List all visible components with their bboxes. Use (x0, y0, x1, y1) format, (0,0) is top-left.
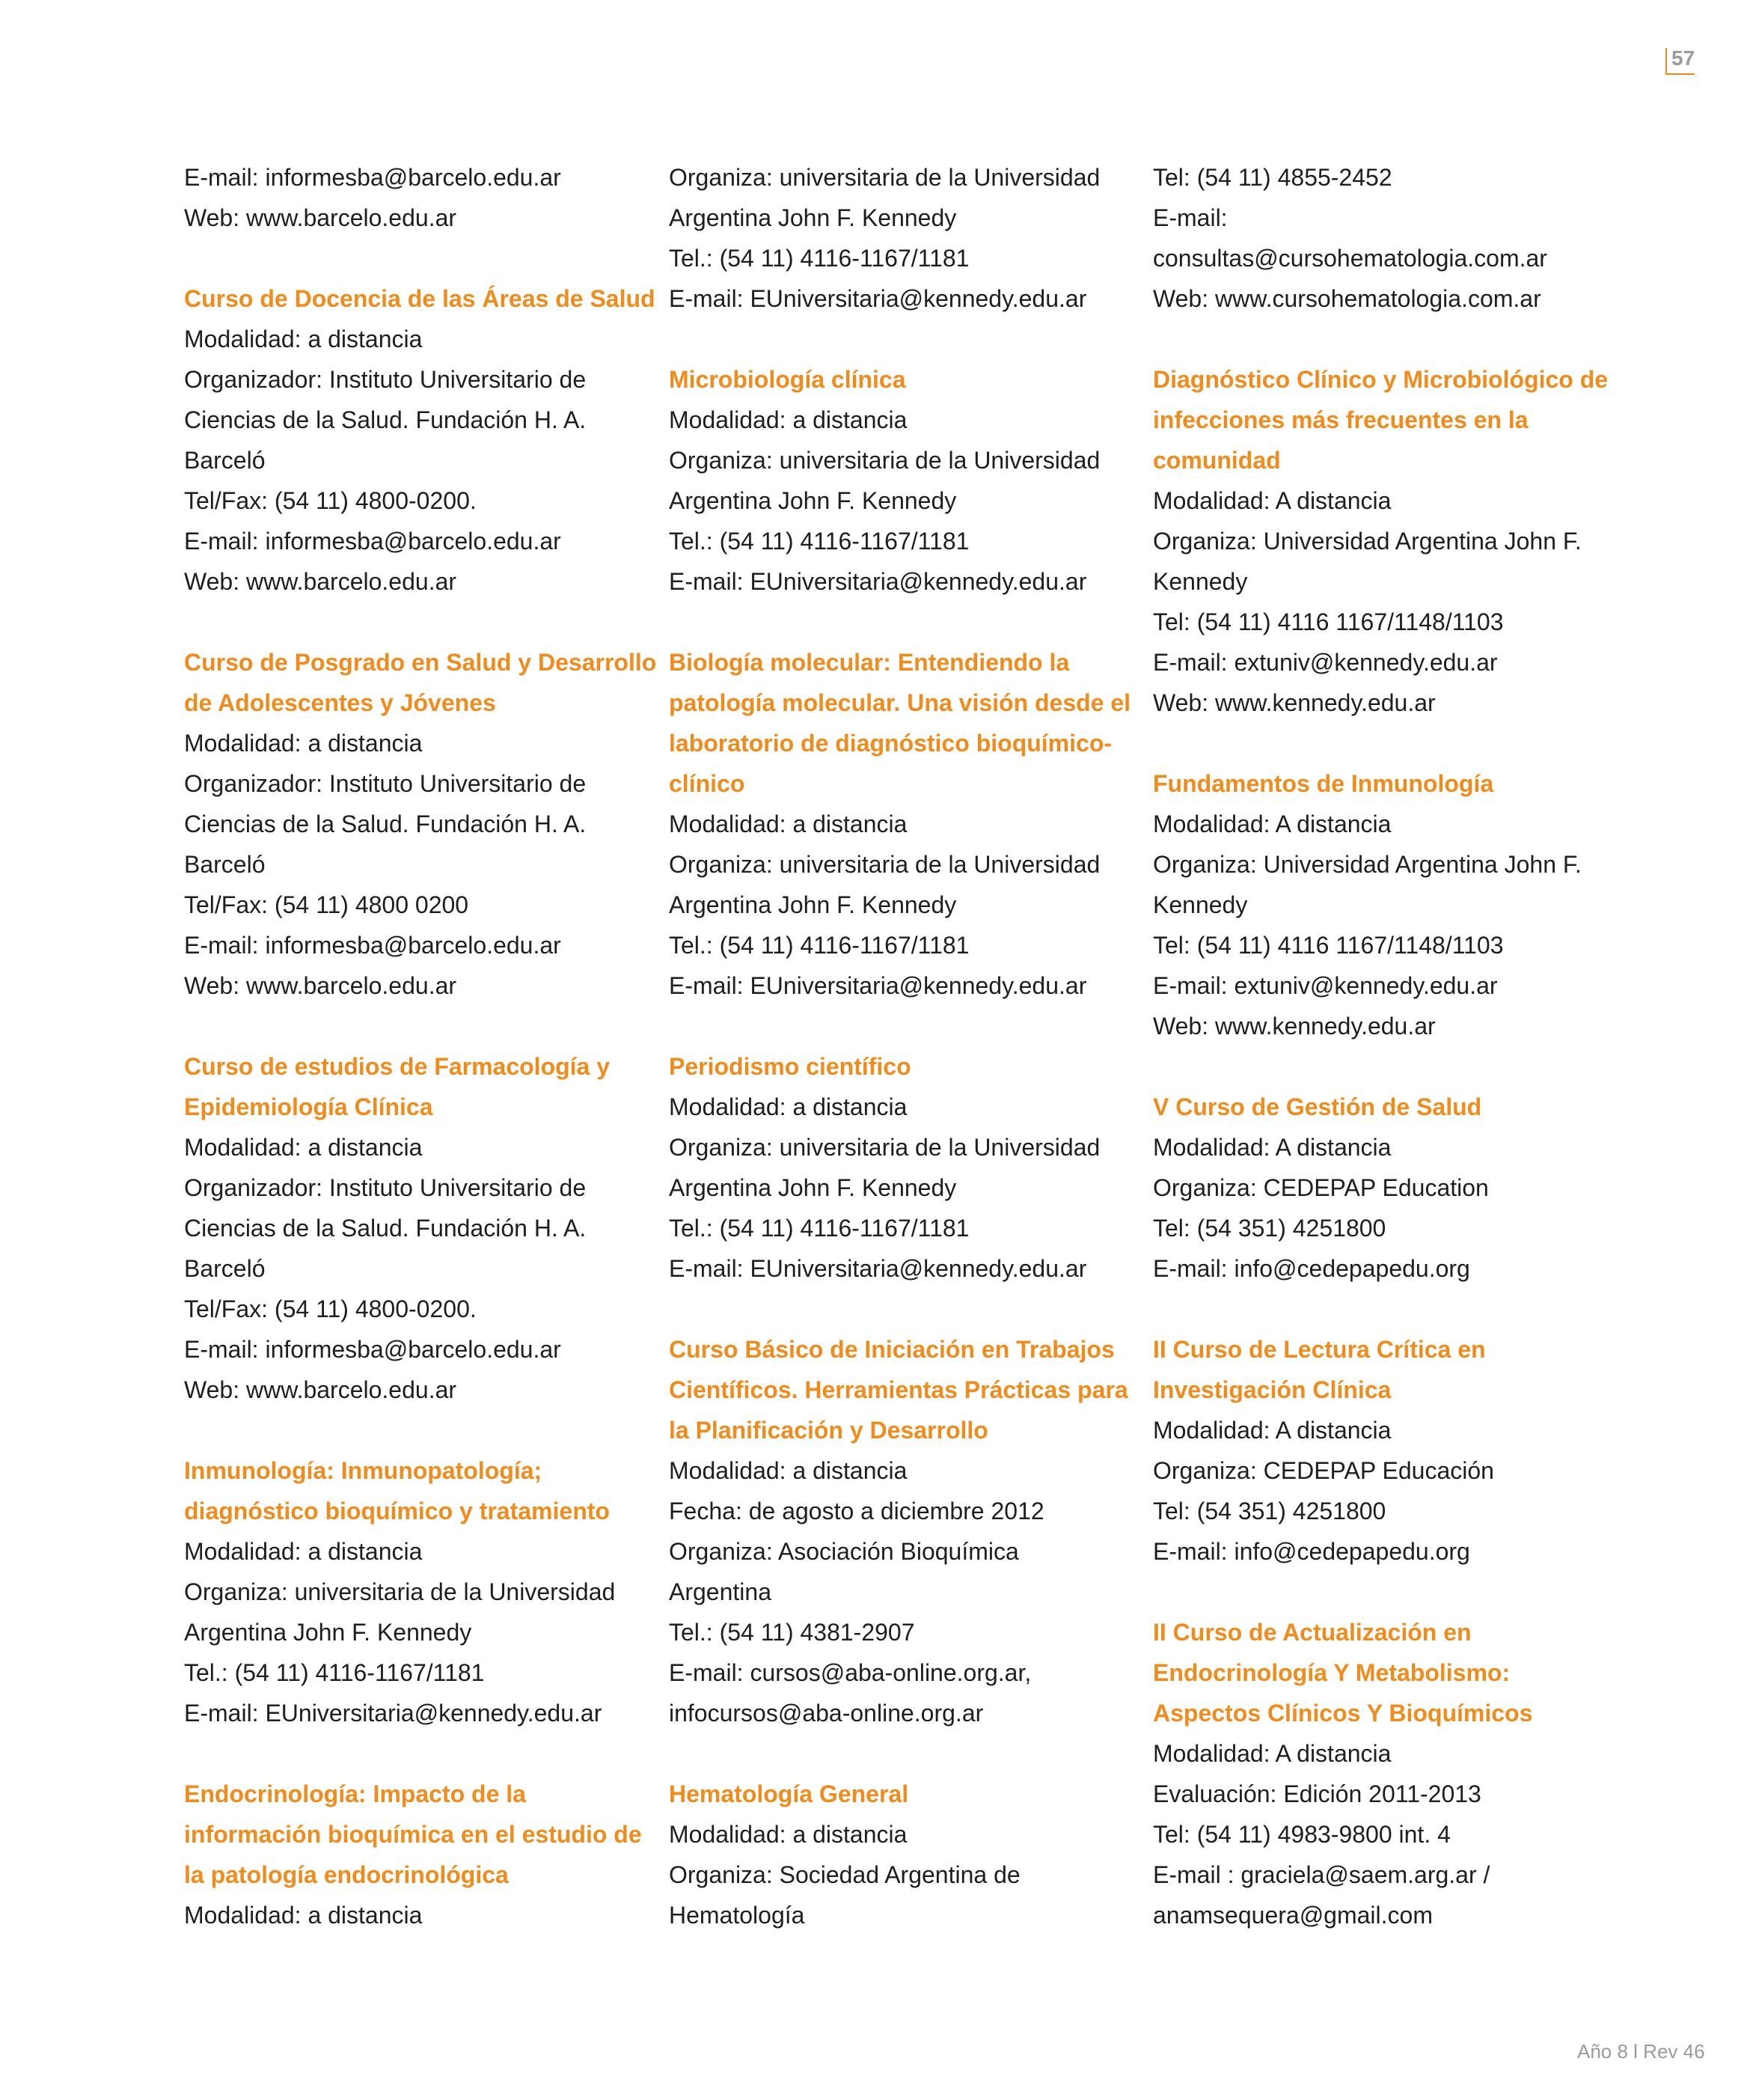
course-detail: Modalidad: a distancia (669, 1457, 908, 1484)
course-title: clínico (669, 770, 745, 797)
course-detail: Organizador: Instituto Universitario de (184, 770, 587, 797)
course-detail: Tel: (54 11) 4116 1167/1148/1103 (1153, 608, 1504, 635)
course-title: información bioquímica en el estudio de (184, 1821, 642, 1848)
course-detail: Web: www.kennedy.edu.ar (1153, 689, 1436, 716)
course-entry (184, 1046, 633, 1410)
course-title: la patología endocrinológica (184, 1861, 509, 1888)
course-detail: Tel.: (54 11) 4116-1167/1181 (669, 245, 970, 272)
course-entry (669, 359, 1118, 602)
course-detail: Modalidad: a distancia (669, 406, 908, 433)
course-detail: Modalidad: a distancia (184, 1902, 423, 1929)
course-detail: Organiza: universitaria de la Universidad (669, 447, 1101, 474)
course-title: Curso de Posgrado en Salud y Desarrollo (184, 649, 657, 676)
course-title: Epidemiología Clínica (184, 1093, 433, 1120)
course-title: Biología molecular: Entendiendo la (669, 649, 1070, 676)
course-entry (184, 642, 657, 1006)
course-detail: Web: www.barcelo.edu.ar (184, 972, 457, 999)
course-detail: E-mail: info@cedepapedu.org (1153, 1255, 1470, 1282)
course-detail: Tel.: (54 11) 4116-1167/1181 (669, 1215, 970, 1242)
course-entry (184, 278, 655, 602)
course-title: diagnóstico bioquímico y tratamiento (184, 1498, 610, 1524)
course-detail: E-mail: informesba@barcelo.edu.ar (184, 932, 561, 959)
course-detail: Evaluación: Edición 2011-2013 (1153, 1780, 1481, 1807)
course-entry (184, 157, 633, 238)
course-detail: Tel: (54 11) 4983-9800 int. 4 (1153, 1821, 1451, 1848)
course-detail: E-mail: cursos@aba-online.org.ar, (669, 1659, 1032, 1686)
course-detail: Kennedy (1153, 891, 1248, 918)
course-detail: Web: www.barcelo.edu.ar (184, 1376, 457, 1403)
course-title: de Adolescentes y Jóvenes (184, 689, 496, 716)
course-detail: Hematología (669, 1902, 805, 1929)
course-detail: E-mail: EUniversitaria@kennedy.edu.ar (184, 1700, 602, 1727)
course-detail: Modalidad: A distancia (1153, 1134, 1392, 1161)
course-detail: Ciencias de la Salud. Fundación H. A. (184, 1215, 587, 1242)
course-title: comunidad (1153, 447, 1281, 474)
course-detail: Tel.: (54 11) 4381-2907 (669, 1619, 915, 1646)
course-title: la Planificación y Desarrollo (669, 1417, 988, 1444)
course-title: Endocrinología: Impacto de la (184, 1780, 526, 1807)
course-detail: Tel/Fax: (54 11) 4800 0200 (184, 891, 469, 918)
course-entry (669, 1046, 1118, 1289)
course-detail: E-mail: informesba@barcelo.edu.ar (184, 528, 561, 555)
course-detail: Web: www.cursohematologia.com.ar (1153, 285, 1541, 312)
course-detail: Modalidad: a distancia (184, 326, 423, 352)
course-detail: Kennedy (1153, 568, 1248, 595)
course-detail: Web: www.barcelo.edu.ar (184, 204, 457, 231)
course-detail: Organiza: Universidad Argentina John F. (1153, 528, 1582, 555)
course-title: Científicos. Herramientas Prácticas para (669, 1376, 1128, 1403)
course-detail: infocursos@aba-online.org.ar (669, 1700, 984, 1727)
course-detail: Argentina John F. Kennedy (669, 1174, 957, 1201)
course-entry (184, 1450, 633, 1733)
course-detail: Tel: (54 351) 4251800 (1153, 1498, 1386, 1524)
page-number: 57 (1665, 48, 1695, 75)
course-title: patología molecular. Una visión desde el (669, 689, 1131, 716)
course-detail: Tel/Fax: (54 11) 4800-0200. (184, 1295, 477, 1322)
course-detail: E-mail: informesba@barcelo.edu.ar (184, 164, 561, 191)
course-detail: Fecha: de agosto a diciembre 2012 (669, 1498, 1044, 1524)
course-title: laboratorio de diagnóstico bioquímico- (669, 730, 1113, 757)
course-detail: Organiza: Asociación Bioquímica (669, 1538, 1019, 1565)
course-detail: Barceló (184, 447, 266, 474)
course-detail: E-mail: EUniversitaria@kennedy.edu.ar (669, 972, 1087, 999)
course-detail: Modalidad: A distancia (1153, 1417, 1392, 1444)
course-detail: Argentina (669, 1578, 771, 1605)
course-title: V Curso de Gestión de Salud (1153, 1093, 1482, 1120)
course-detail: Organiza: Sociedad Argentina de (669, 1861, 1021, 1888)
course-detail: Web: www.barcelo.edu.ar (184, 568, 457, 595)
course-detail: Modalidad: a distancia (669, 1093, 908, 1120)
course-detail: Tel: (54 11) 4116 1167/1148/1103 (1153, 932, 1504, 959)
course-title: Curso de estudios de Farmacología y (184, 1053, 611, 1080)
course-detail: Organizador: Instituto Universitario de (184, 366, 587, 393)
course-detail: Tel: (54 351) 4251800 (1153, 1215, 1386, 1242)
column-2 (669, 157, 1131, 1976)
course-detail: Barceló (184, 851, 266, 878)
course-entry (1153, 1329, 1602, 1572)
course-detail: Organiza: universitaria de la Universidad (669, 164, 1101, 191)
course-detail: Modalidad: A distancia (1153, 811, 1392, 837)
column-1 (184, 157, 657, 1976)
course-detail: Modalidad: A distancia (1153, 1740, 1392, 1767)
course-detail: E-mail: extuniv@kennedy.edu.ar (1153, 972, 1498, 999)
course-detail: consultas@cursohematologia.com.ar (1153, 245, 1547, 272)
course-entry (1153, 1612, 1602, 1935)
course-detail: Tel.: (54 11) 4116-1167/1181 (669, 932, 970, 959)
course-detail: Argentina John F. Kennedy (669, 487, 957, 514)
course-detail: E-mail: informesba@barcelo.edu.ar (184, 1336, 561, 1363)
course-detail: Modalidad: A distancia (1153, 487, 1392, 514)
course-detail: Argentina John F. Kennedy (184, 1619, 472, 1646)
course-detail: anamsequera@gmail.com (1153, 1902, 1433, 1929)
course-title: II Curso de Lectura Crítica en (1153, 1336, 1486, 1363)
course-title: Microbiología clínica (669, 366, 906, 393)
course-title: Periodismo científico (669, 1053, 911, 1080)
course-detail: Web: www.kennedy.edu.ar (1153, 1013, 1436, 1040)
course-title: Fundamentos de Inmunología (1153, 770, 1494, 797)
course-detail: Argentina John F. Kennedy (669, 891, 957, 918)
course-detail: Organiza: CEDEPAP Educación (1153, 1457, 1494, 1484)
course-detail: E-mail: (1153, 204, 1228, 231)
course-detail: E-mail: extuniv@kennedy.edu.ar (1153, 649, 1498, 676)
course-entry (669, 642, 1131, 1006)
course-detail: Organiza: Universidad Argentina John F. (1153, 851, 1582, 878)
course-entry (1153, 763, 1602, 1046)
course-detail: Tel: (54 11) 4855-2452 (1153, 164, 1392, 191)
course-title: Curso de Docencia de las Áreas de Salud (184, 285, 655, 312)
course-title: II Curso de Actualización en (1153, 1619, 1472, 1646)
course-entry (184, 1774, 642, 1935)
course-title: Inmunología: Inmunopatología; (184, 1457, 542, 1484)
course-title: Investigación Clínica (1153, 1376, 1392, 1403)
course-detail: Tel/Fax: (54 11) 4800-0200. (184, 487, 477, 514)
course-detail: Modalidad: a distancia (184, 1134, 423, 1161)
course-title: Aspectos Clínicos Y Bioquímicos (1153, 1700, 1533, 1727)
course-detail: Tel.: (54 11) 4116-1167/1181 (184, 1659, 485, 1686)
course-entry (669, 1329, 1128, 1733)
course-detail: Tel.: (54 11) 4116-1167/1181 (669, 528, 970, 555)
course-detail: Modalidad: a distancia (184, 730, 423, 757)
course-title: Endocrinología Y Metabolismo: (1153, 1659, 1511, 1686)
course-detail: E-mail : graciela@saem.arg.ar / (1153, 1861, 1490, 1888)
course-detail: Ciencias de la Salud. Fundación H. A. (184, 406, 587, 433)
footer-issue: Año 8 l Rev 46 (1577, 2040, 1705, 2063)
course-entry (1153, 157, 1602, 319)
course-detail: Modalidad: a distancia (184, 1538, 423, 1565)
course-title: infecciones más frecuentes en la (1153, 406, 1529, 433)
course-detail: Organiza: universitaria de la Universidad (669, 851, 1101, 878)
course-entry (1153, 359, 1609, 723)
course-detail: Organizador: Instituto Universitario de (184, 1174, 587, 1201)
course-title: Hematología General (669, 1780, 909, 1807)
course-detail: Modalidad: a distancia (669, 811, 908, 837)
course-entry (1153, 1087, 1602, 1289)
course-title: Curso Básico de Iniciación en Trabajos (669, 1336, 1115, 1363)
course-detail: E-mail: EUniversitaria@kennedy.edu.ar (669, 1255, 1087, 1282)
column-3 (1153, 157, 1609, 1976)
course-detail: Modalidad: a distancia (669, 1821, 908, 1848)
course-detail: Barceló (184, 1255, 266, 1282)
course-detail: Ciencias de la Salud. Fundación H. A. (184, 811, 587, 837)
course-entry (669, 1774, 1118, 1935)
course-title: Diagnóstico Clínico y Microbiológico de (1153, 366, 1609, 393)
course-entry (669, 157, 1118, 319)
course-detail: Organiza: universitaria de la Universidad (184, 1578, 616, 1605)
course-detail: Organiza: universitaria de la Universidad (669, 1134, 1101, 1161)
course-detail: E-mail: EUniversitaria@kennedy.edu.ar (669, 568, 1087, 595)
course-detail: Argentina John F. Kennedy (669, 204, 957, 231)
course-detail: Organiza: CEDEPAP Education (1153, 1174, 1489, 1201)
course-detail: E-mail: EUniversitaria@kennedy.edu.ar (669, 285, 1087, 312)
course-detail: E-mail: info@cedepapedu.org (1153, 1538, 1470, 1565)
